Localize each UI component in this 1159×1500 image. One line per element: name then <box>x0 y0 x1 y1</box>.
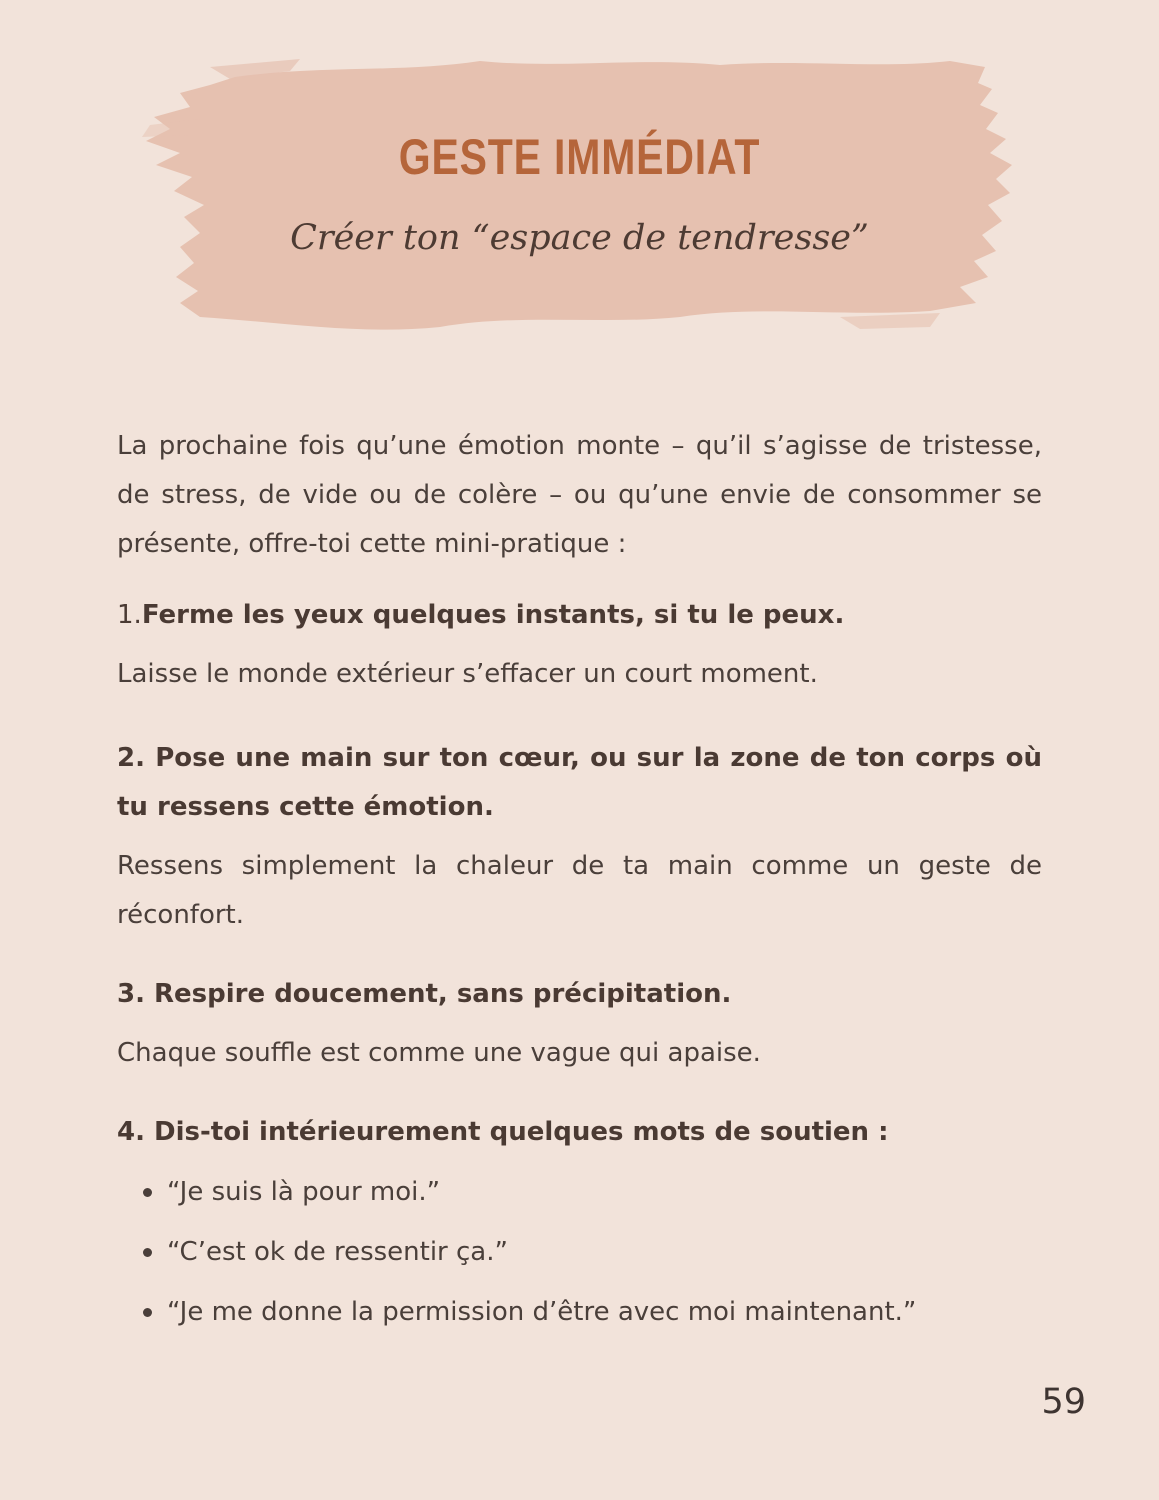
brush-stroke-background <box>140 55 1020 340</box>
step-3-title <box>117 970 1042 1019</box>
step-1-title-text: Ferme les yeux quelques instants, si tu le peux. <box>141 600 845 630</box>
page-subtitle: Créer ton “espace de tendresse” <box>290 218 869 258</box>
support-quotes-list <box>117 1168 1042 1337</box>
support-quote: “C’est ok de ressentir ça.” <box>143 1228 1042 1277</box>
step-1-text: Laisse le monde extérieur s’effacer un court moment. <box>117 659 818 689</box>
step-4-number: 4. <box>117 1117 145 1147</box>
page-number: 59 <box>1041 1382 1086 1422</box>
step-4-title-text: Dis-toi intérieurement quelques mots de soutien : <box>154 1117 889 1147</box>
step-1-title <box>117 591 1042 640</box>
page-title: GESTE IMMÉDIAT <box>398 129 761 185</box>
step-2-number: 2. <box>117 743 145 773</box>
step-2-text: Ressens simplement la chaleur de ta main comme un geste de réconfort. <box>117 851 1042 930</box>
step-3-text: Chaque souffle est comme une vague qui apaise. <box>117 1038 761 1068</box>
step-2-title <box>117 734 1042 832</box>
step-2-title-text: Pose une main sur ton cœur, ou sur la zone de ton corps où tu ressens cette émotion. <box>117 743 1042 822</box>
step-3-title-text: Respire doucement, sans précipitation. <box>154 979 732 1009</box>
main-content <box>117 422 1042 1348</box>
support-quote: “Je suis là pour moi.” <box>143 1168 1042 1217</box>
step-3-number: 3. <box>117 979 145 1009</box>
intro-paragraph: La prochaine fois qu’une émotion monte – qu’il s’agisse de tristesse, de stress, de vide ou de colère – ou qu’une envie de consommer se présente, offre-toi cette mini-pratique : <box>117 431 1042 559</box>
step-1-number: 1. <box>117 600 142 630</box>
support-quote: “Je me donne la permission d’être avec moi maintenant.” <box>143 1288 1042 1337</box>
step-4-title <box>117 1108 1042 1157</box>
